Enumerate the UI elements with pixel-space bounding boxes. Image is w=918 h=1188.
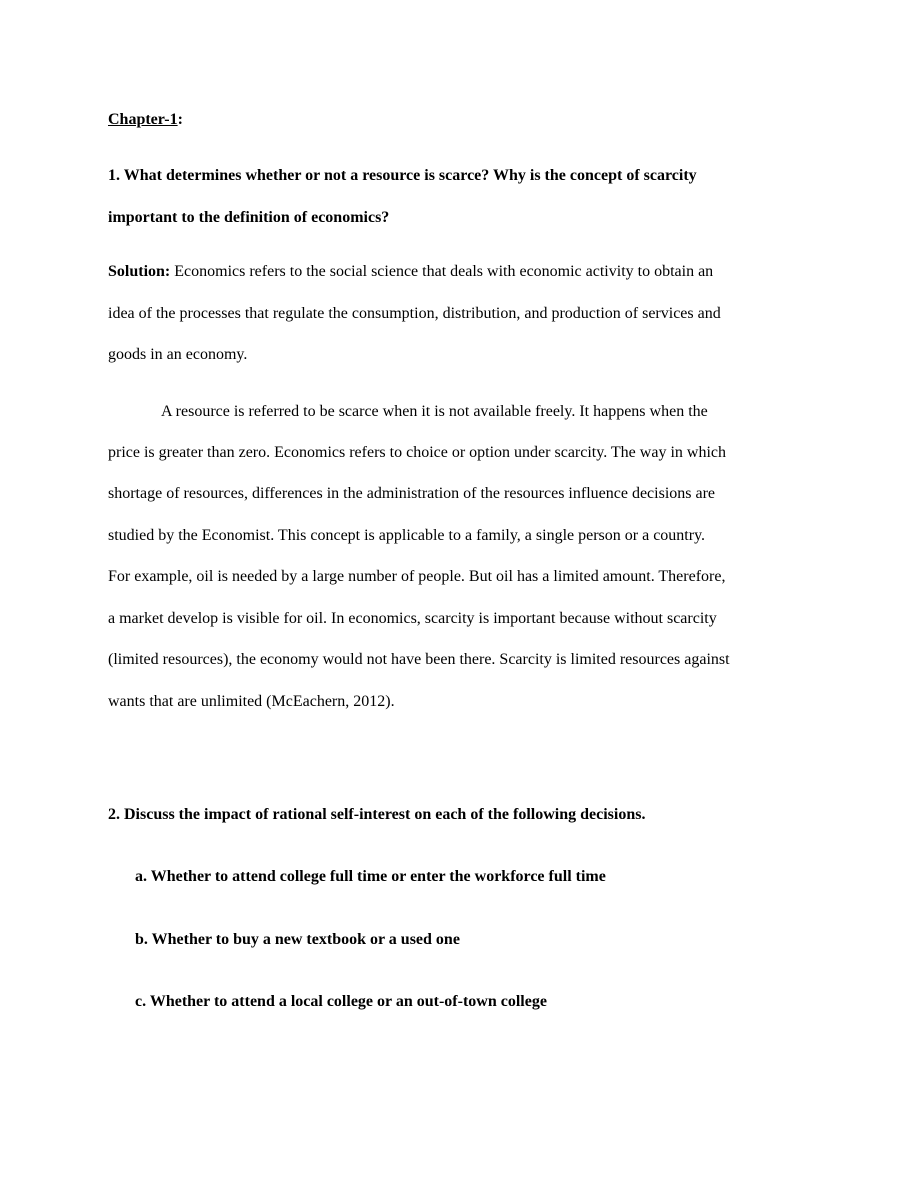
q1-question-line-1: 1. What determines whether or not a resource is scarce? Why is the concept of scarcity	[108, 167, 697, 184]
q2-question: 2. Discuss the impact of rational self-interest on each of the following decisions.	[108, 806, 646, 823]
q1-para2-line-3: shortage of resources, differences in the administration of the resources influence decisions are	[108, 485, 716, 502]
chapter-heading	[108, 110, 183, 130]
q1-para2-line-6: a market develop is visible for oil. In economics, scarcity is important because without scarcity	[108, 610, 717, 627]
q1-para1-line-2: idea of the processes that regulate the consumption, distribution, and production of services and	[108, 305, 721, 322]
q1-para1-line-1: Economics refers to the social science that deals with economic activity to obtain an	[170, 263, 714, 280]
chapter-title: Chapter-1	[108, 111, 178, 128]
q1-para2-line-1: A resource is referred to be scarce when it is not available freely. It happens when the	[161, 403, 708, 420]
q1-para2-line-5: For example, oil is needed by a large number of people. But oil has a limited amount. Therefore,	[108, 568, 726, 585]
q1-para2-line-7: (limited resources), the economy would not have been there. Scarcity is limited resources against	[108, 651, 730, 668]
q1-para2-line-8: wants that are unlimited (McEachern, 2012).	[108, 693, 395, 710]
solution-label: Solution:	[108, 263, 171, 280]
q2-item-c: c. Whether to attend a local college or an out-of-town college	[135, 993, 547, 1010]
q2-item-b: b. Whether to buy a new textbook or a used one	[135, 931, 460, 948]
q1-para2-line-4: studied by the Economist. This concept is applicable to a family, a single person or a country.	[108, 527, 706, 544]
q1-solution-line-1	[108, 262, 713, 282]
q1-para1-line-3: goods in an economy.	[108, 346, 248, 363]
q1-question-line-2: important to the definition of economics?	[108, 209, 390, 226]
q1-para2-line-2: price is greater than zero. Economics refers to choice or option under scarcity. The way in which	[108, 444, 726, 461]
chapter-title-suffix: :	[177, 111, 183, 128]
q2-item-a: a. Whether to attend college full time or enter the workforce full time	[135, 868, 606, 885]
